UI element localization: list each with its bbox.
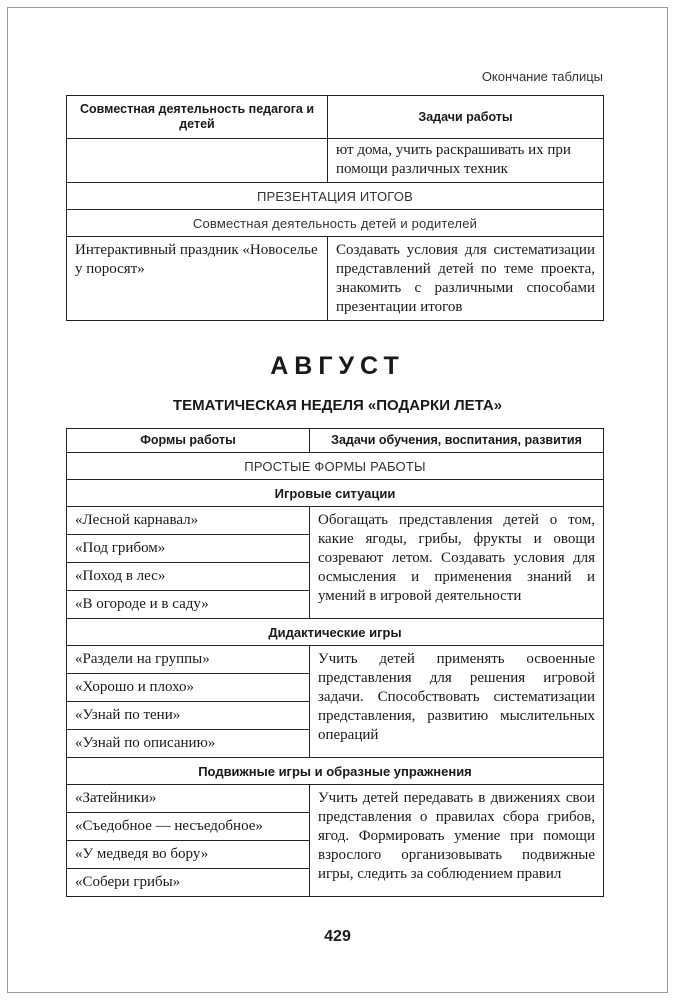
list-item: «Съедобное — несъедобное» [67,813,310,841]
list-item: «Раздели на группы» [67,646,310,674]
list-item: «Узнай по тени» [67,702,310,730]
table-continuation-note: Окончание таблицы [481,69,603,84]
table1-section: ПРЕЗЕНТАЦИЯ ИТОГОВ [67,183,604,210]
table2-col1-header: Формы работы [67,429,310,453]
list-item: «Собери грибы» [67,869,310,897]
table1-col2-header: Задачи работы [328,96,604,139]
table1-row-right: Создавать условия для систематизации представлений детей по теме проекта, знакомить с различными способами презентации итогов [328,237,604,321]
list-item: «Под грибом» [67,535,310,563]
list-item: «Узнай по описанию» [67,730,310,758]
list-item: «В огороде и в саду» [67,591,310,619]
table2-section: ПРОСТЫЕ ФОРМЫ РАБОТЫ [67,453,604,480]
table-1 [66,95,604,321]
group-title-game-situations: Игровые ситуации [67,480,604,507]
group-tasks-didactic-games: Учить детей применять освоенные представления для решения игровой задачи. Способствовать систематизации представления, развитию мыслительных операций [310,646,604,758]
table-2 [66,428,604,897]
group-tasks-outdoor-games: Учить детей передавать в движениях свои представления о правилах сбора грибов, ягод. Формировать умение при помощи взрослого организовывать подвижные игры, следить за соблюдением правил [310,785,604,897]
table1-row-left: Интерактивный праздник «Новоселье у поросят» [67,237,328,321]
month-title: АВГУСТ [270,352,405,380]
list-item: «Хорошо и плохо» [67,674,310,702]
group-title-didactic-games: Дидактические игры [67,619,604,646]
table2-col2-header: Задачи обучения, воспитания, развития [310,429,604,453]
list-item: «Лесной карнавал» [67,507,310,535]
table1-continued-text: ют дома, учить раскрашивать их при помощи различных техник [328,139,604,183]
list-item: «Затейники» [67,785,310,813]
group-tasks-game-situations: Обогащать представления детей о том, какие ягоды, грибы, фрукты и овощи созревают летом. Создавать условия для осмысления и применения знаний и умений в игровой деятельности [310,507,604,619]
page-number: 429 [324,928,351,945]
week-title: ТЕМАТИЧЕСКАЯ НЕДЕЛЯ «ПОДАРКИ ЛЕТА» [172,397,503,414]
table1-empty-cell [67,139,328,183]
list-item: «Поход в лес» [67,563,310,591]
table1-col1-header: Совместная деятельность педагога и детей [67,96,328,139]
list-item: «У медведя во бору» [67,841,310,869]
group-title-outdoor-games: Подвижные игры и образные упражнения [67,758,604,785]
table1-subsection: Совместная деятельность детей и родителей [67,210,604,237]
